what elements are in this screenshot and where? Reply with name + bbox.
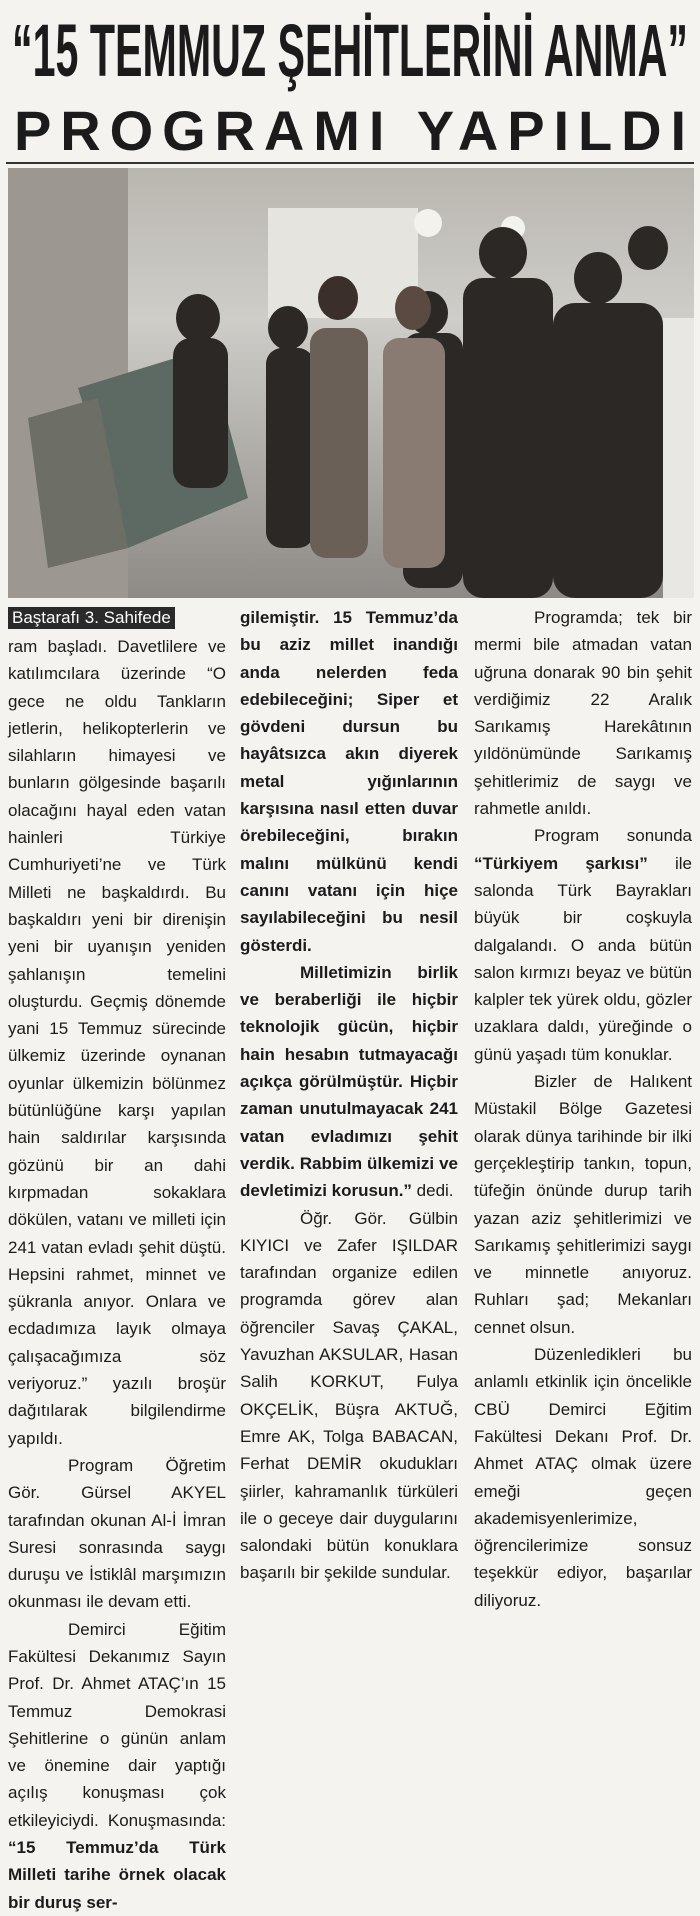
continued-from-label: Baştarafı 3. Sahifede — [8, 607, 175, 629]
text: dedi. — [411, 1181, 454, 1201]
text: Bizler de Halıkent Müstakil Bölge Gazetesi olarak dünya tarihinde bir ilki gerçekleştirip tankın, topun, tüfeğin önünde durup tarih yazan aziz şehitlerimizi ve Sarıkamış şehitlerimizi saygı ve minnetle anıyoruz. Ruhları şad; Mekanları cennet olsun. — [474, 1072, 692, 1337]
text: Program Öğretim Gör. Gürsel AKYEL tarafından okunan Al-İ İmran Suresi sonrasında saygı duruşu ve İstiklâl marşımızın okunması ile devam etti. — [8, 1455, 226, 1612]
column-1-paragraphs — [8, 633, 226, 1916]
bold-text: “15 Temmuz’da Türk Milleti tarihe örnek olacak bir duruş ser- — [8, 1838, 226, 1912]
text: Program sonunda — [534, 826, 692, 846]
article-paragraph — [8, 1616, 226, 1916]
text: ram başladı. Davetlilere ve katılımcılara üzerinde “O gece ne oldu Tankların jetlerin, helikopterlerin ve silahların himayesi ve bunların gölgesinde başarılı olacağını hayal eden vatan hainleri Türkiye Cumhuriyeti’ne ve Türk Milleti ne başkaldırdı. Bu başkaldırı yeni bir direnişin yeni bir uyanışın yeniden şahlanışın temelini oluşturdu. Geçmiş dönemde yani 15 Temmuz sürecinde ülkemiz üzerinde oynanan oyunlar ülkemizin bölünmez bütünlüğüne karşı yapılan hain saldırılar karşısında gözünü bir an dahi kırpmadan sokaklara dökülen, vatanı ve milleti için 241 vatan evladı şehit düştü. Hepsini rahmet, minnet ve şükranla anıyor. Onlara ve ecdadımıza layık olmaya çalışacağımıza söz veriyoruz.” yazılı broşür dağıtılarak bilgilendirme yapıldı. — [8, 637, 226, 1448]
article-paragraph — [474, 1341, 692, 1614]
headline-divider — [6, 162, 694, 164]
article-paragraph — [474, 1068, 692, 1341]
article-column-1 — [8, 604, 226, 1916]
bold-text: “Türkiyem şarkısı” — [474, 853, 648, 873]
bold-text: gilemiştir. 15 Temmuz’da bu aziz millet inandığı anda nelerden feda edebileceğini; Siper et gövdeni dursun bu hayâtsızca akın diyerek metal yığınlarının karşısına nasıl etten duvar örebileceğini, bırakın malını mülkünü kendi canını vatanı için hiçe sayılabileceğini bu nesil gösterdi. — [240, 608, 458, 955]
text: Programda; tek bir mermi bile atmadan vatan uğruna donarak 90 bin şehit verdiğimiz 22 Aralık Sarıkamış Harekâtının yıldönümünde Sarıkamış şehitlerimiz de saygı ve rahmetle anıldı. — [474, 608, 692, 819]
headline-line-2: PROGRAMI YAPILDI — [14, 99, 686, 162]
text: ile salonda Türk Bayrakları büyük bir coşkuyla dalgalandı. O anda bütün salon kırmızı beyaz ve bütün kalpler tek yürek oldu, gözler uzaklara daldı, yüreğinde o günü yaşadı tüm konuklar. — [474, 853, 692, 1064]
article-paragraph — [240, 959, 458, 1205]
photo-icon — [8, 168, 694, 598]
article-column-2 — [240, 604, 458, 1587]
bold-text: Milletimizin birlik ve beraberliği ile hiçbir teknolojik gücün, hiçbir hain hesabın tutmayacağı açıkça görülmüştür. Hiçbir zaman unutulmayacak 241 vatan evladımızı şehit verdik. Rabbim ülkemizi ve devletimizi korusun.” — [240, 962, 458, 1201]
text: Öğr. Gör. Gülbin KIYICI ve Zafer IŞILDAR tarafından organize edilen programda görev alan öğrenciler Savaş ÇAKAL, Yavuzhan AKSULAR, Hasan Salih KORKUT, Fulya OKÇELİK, Büşra AKTUĞ, Emre AK, Tolga BABACAN, Ferhat DEMİR okudukları şiirler, kahramanlık türküleri ile o geceye dair duygularını salondaki bütün konuklara başarılı bir şekilde sundular. — [240, 1208, 458, 1583]
article-paragraph — [8, 1452, 226, 1616]
event-photo — [8, 168, 694, 598]
headline — [0, 0, 700, 162]
article-paragraph — [240, 604, 458, 959]
column-3-paragraphs — [474, 604, 692, 1614]
headline-line-1: “15 TEMMUZ ŞEHİTLERİNİ ANMA” — [12, 9, 689, 92]
text: Düzenledikleri bu anlamlı etkinlik için öncelikle CBÜ Demirci Eğitim Fakültesi Dekanı Prof. Dr. Ahmet ATAÇ olmak üzere emeği geçen akademisyenlerimize, öğrencilerimize sonsuz teşekkür ediyor, başarılar diliyoruz. — [474, 1345, 692, 1610]
article-paragraph — [8, 633, 226, 1452]
column-2-paragraphs — [240, 604, 458, 1587]
article-paragraph — [474, 604, 692, 822]
article-paragraph — [474, 822, 692, 1068]
text: Demirci Eğitim Fakültesi Dekanımız Sayın Prof. Dr. Ahmet ATAÇ’ın 15 Temmuz Demokrasi Şehitlerine o günün anlam ve önemine dair yaptığı açılış konuşması çok etkileyiciydi. Konuşmasında: — [8, 1619, 226, 1830]
article-column-3 — [474, 604, 692, 1614]
article-paragraph — [240, 1205, 458, 1587]
